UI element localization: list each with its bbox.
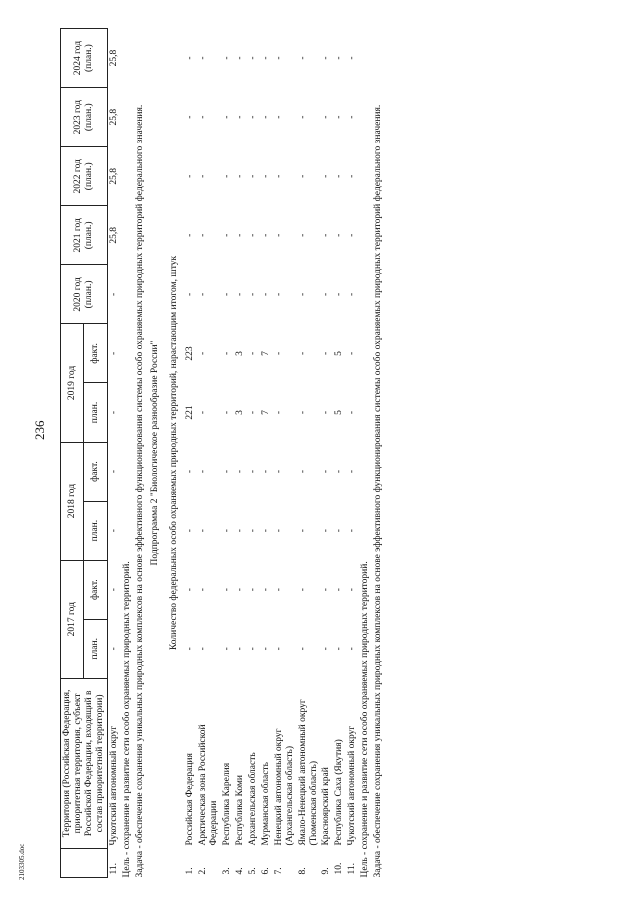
cell: - <box>234 174 245 178</box>
plan-year-header: 2022 год (план.) <box>61 147 108 206</box>
cell: - <box>260 588 271 592</box>
cell: - <box>321 115 332 119</box>
cell: - <box>198 410 209 415</box>
cell: - <box>347 115 358 119</box>
cell: 25,8 <box>108 108 119 126</box>
cell: - <box>260 174 271 178</box>
cell: - <box>273 233 284 237</box>
row-territory: Арктическая зона Российской Федерации <box>198 724 220 846</box>
cell: - <box>273 115 284 119</box>
cell: 3 <box>234 410 245 415</box>
cell: - <box>108 588 119 592</box>
cell: - <box>222 647 233 651</box>
cell: - <box>234 529 245 533</box>
cell: - <box>297 647 308 651</box>
cell: - <box>321 292 332 296</box>
cell: - <box>297 588 308 592</box>
cell: - <box>185 115 196 119</box>
table-row <box>107 29 120 878</box>
row-territory: Российская Федерация <box>185 753 196 846</box>
cell: - <box>297 115 308 119</box>
fact-subheader: факт. <box>84 560 107 619</box>
row-number: 1. <box>185 867 196 875</box>
cell: - <box>247 351 258 356</box>
page-number: 236 <box>32 420 47 440</box>
cell: - <box>185 470 196 474</box>
cell: - <box>297 410 308 415</box>
cell: - <box>321 470 332 474</box>
cell: - <box>260 292 271 296</box>
plan-year-header: 2021 год (план.) <box>61 206 108 265</box>
cell: - <box>108 351 119 356</box>
cell: - <box>347 351 358 356</box>
subprogram-title: Подпрограмма 2 "Биологическое разнообразие России" <box>150 340 161 566</box>
cell: - <box>321 233 332 237</box>
cell: - <box>273 647 284 651</box>
cell: - <box>347 174 358 178</box>
cell: - <box>297 233 308 237</box>
cell: - <box>222 115 233 119</box>
cell: - <box>185 529 196 533</box>
cell: - <box>185 292 196 296</box>
cell: - <box>247 529 258 533</box>
cell: - <box>260 470 271 474</box>
goal-text: Цель - сохранение и развитие сети особо охраняемых природных территорий. <box>360 561 371 878</box>
cell: - <box>321 410 332 415</box>
row-territory: Республика Саха (Якутия) <box>334 739 345 846</box>
cell: - <box>347 410 358 415</box>
cell: - <box>247 233 258 237</box>
cell: - <box>247 56 258 60</box>
cell: - <box>334 529 345 533</box>
cell: - <box>321 174 332 178</box>
territory-header: Территория (Российская Федерация, приоритетная территория, субъект Российской Федерации, входящий в состав приоритетной территории) <box>61 678 108 848</box>
task-text: Задача - обеспечение сохранения уникальных природных комплексов на основе эффективного функционирования системы особо охраняемых природных территорий федерального значения. <box>134 104 145 878</box>
cell: - <box>273 470 284 474</box>
row-number: 8. <box>297 867 308 875</box>
table-row <box>333 29 346 878</box>
year-header: 2017 год <box>61 560 84 678</box>
cell: - <box>198 647 209 651</box>
row-territory: Республика Коми <box>234 774 245 846</box>
row-territory: Красноярский край <box>321 767 332 846</box>
row-number: 9. <box>321 867 332 875</box>
cell: - <box>198 588 209 592</box>
cell: - <box>334 115 345 119</box>
task-text: Задача - обеспечение сохранения уникальных природных комплексов на основе эффективного функционирования системы особо охраняемых природных территорий федерального значения. <box>373 104 384 878</box>
cell: - <box>247 410 258 415</box>
plan-year-header: 2020 год (план.) <box>61 265 108 324</box>
table-row <box>234 29 247 878</box>
cell: 5 <box>334 410 345 415</box>
cell: - <box>198 292 209 296</box>
row-territory: Ямало-Ненецкий автономный округ (Тюменская область) <box>297 699 319 846</box>
year-header: 2019 год <box>61 324 84 442</box>
row-territory: Республика Карелия <box>222 762 233 846</box>
cell: 7 <box>260 410 271 415</box>
cell: - <box>273 351 284 356</box>
cell: - <box>347 233 358 237</box>
num-header <box>61 849 108 878</box>
cell: - <box>198 470 209 474</box>
table-row <box>221 29 234 878</box>
table-row <box>346 29 359 878</box>
fact-subheader: факт. <box>84 324 107 383</box>
cell: - <box>321 529 332 533</box>
cell: - <box>234 470 245 474</box>
cell: - <box>273 588 284 592</box>
table-row <box>184 29 197 878</box>
cell: - <box>198 174 209 178</box>
cell: - <box>108 647 119 651</box>
cell: - <box>297 56 308 60</box>
cell: 25,8 <box>108 227 119 244</box>
row-number: 6. <box>260 867 271 875</box>
cell: - <box>247 588 258 592</box>
cell: - <box>260 56 271 60</box>
cell: - <box>222 588 233 592</box>
row-number: 2. <box>198 867 209 875</box>
cell: - <box>297 529 308 533</box>
row-territory: Чукотский автономный округ <box>347 725 358 846</box>
cell: - <box>260 647 271 651</box>
cell: - <box>198 115 209 119</box>
cell: - <box>347 56 358 60</box>
plan-year-header: 2023 год (план.) <box>61 88 108 147</box>
cell: 7 <box>260 351 271 356</box>
cell: - <box>273 174 284 178</box>
cell: - <box>198 233 209 237</box>
cell: - <box>347 588 358 592</box>
cell: - <box>260 233 271 237</box>
cell: - <box>321 351 332 356</box>
table-row <box>297 29 321 878</box>
cell: - <box>247 292 258 296</box>
cell: 25,8 <box>108 49 119 67</box>
row-number: 10. <box>334 862 345 875</box>
cell: - <box>347 292 358 296</box>
cell: - <box>222 56 233 60</box>
cell: - <box>334 647 345 651</box>
row-territory: Архангельская область <box>247 752 258 846</box>
cell: - <box>321 56 332 60</box>
plan-subheader: план. <box>84 619 107 678</box>
row-number: 4. <box>234 867 245 875</box>
table-row <box>273 29 297 878</box>
row-number: 7. <box>273 867 284 875</box>
row-number: 11. <box>108 862 119 875</box>
cell: - <box>273 529 284 533</box>
row-number: 3. <box>222 867 233 875</box>
cell: - <box>108 529 119 533</box>
cell: 25,8 <box>108 167 119 185</box>
plan-subheader: план. <box>84 383 107 442</box>
cell: - <box>198 351 209 356</box>
cell: - <box>334 588 345 592</box>
file-footer: 2103305.doc <box>18 843 26 880</box>
cell: - <box>273 410 284 415</box>
cell: 3 <box>234 351 245 356</box>
cell: - <box>108 292 119 296</box>
cell: - <box>247 174 258 178</box>
cell: - <box>321 647 332 651</box>
cell: 5 <box>334 351 345 356</box>
cell: - <box>222 470 233 474</box>
cell: 223 <box>185 346 196 361</box>
cell: - <box>108 470 119 474</box>
cell: - <box>185 56 196 60</box>
cell: - <box>234 56 245 60</box>
table-row <box>260 29 273 878</box>
cell: - <box>198 529 209 533</box>
cell: - <box>234 588 245 592</box>
cell: - <box>334 174 345 178</box>
cell: - <box>222 233 233 237</box>
table-row <box>247 29 260 878</box>
cell: - <box>334 292 345 296</box>
cell: - <box>273 56 284 60</box>
cell: 221 <box>185 405 196 420</box>
cell: - <box>297 470 308 474</box>
cell: - <box>347 529 358 533</box>
cell: - <box>334 233 345 237</box>
cell: - <box>334 56 345 60</box>
fact-subheader: факт. <box>84 442 107 501</box>
cell: - <box>347 470 358 474</box>
cell: - <box>185 647 196 651</box>
cell: - <box>222 351 233 356</box>
cell: - <box>247 470 258 474</box>
cell: - <box>234 115 245 119</box>
row-territory: Чукотский автономный округ <box>108 725 119 846</box>
rotated-table-container <box>60 28 600 878</box>
cell: - <box>247 647 258 651</box>
goal-text: Цель - сохранение и развитие сети особо охраняемых природных территорий. <box>121 561 132 878</box>
cell: - <box>234 233 245 237</box>
cell: - <box>321 588 332 592</box>
cell: - <box>185 233 196 237</box>
table-row <box>197 29 221 878</box>
cell: - <box>198 56 209 60</box>
cell: - <box>260 115 271 119</box>
indicator-title: Количество федеральных особо охраняемых природных территорий, нарастающим итогом, штук <box>169 255 180 651</box>
year-header: 2018 год <box>61 442 84 560</box>
cell: - <box>222 292 233 296</box>
indicator-table <box>60 28 385 878</box>
cell: - <box>234 292 245 296</box>
row-number: 5. <box>247 867 258 875</box>
row-territory: Ненецкий автономный округ (Архангельская область) <box>273 728 295 846</box>
cell: - <box>297 292 308 296</box>
plan-subheader: план. <box>84 501 107 560</box>
cell: - <box>273 292 284 296</box>
cell: - <box>222 529 233 533</box>
row-territory: Мурманская область <box>260 762 271 846</box>
cell: - <box>222 174 233 178</box>
cell: - <box>222 410 233 415</box>
cell: - <box>185 588 196 592</box>
cell: - <box>260 529 271 533</box>
cell: - <box>247 115 258 119</box>
cell: - <box>297 351 308 356</box>
cell: - <box>297 174 308 178</box>
plan-year-header: 2024 год (план.) <box>61 29 108 88</box>
cell: - <box>334 470 345 474</box>
cell: - <box>234 647 245 651</box>
cell: - <box>347 647 358 651</box>
row-number: 11. <box>347 862 358 875</box>
table-row <box>320 29 333 878</box>
cell: - <box>185 174 196 178</box>
cell: - <box>108 410 119 415</box>
